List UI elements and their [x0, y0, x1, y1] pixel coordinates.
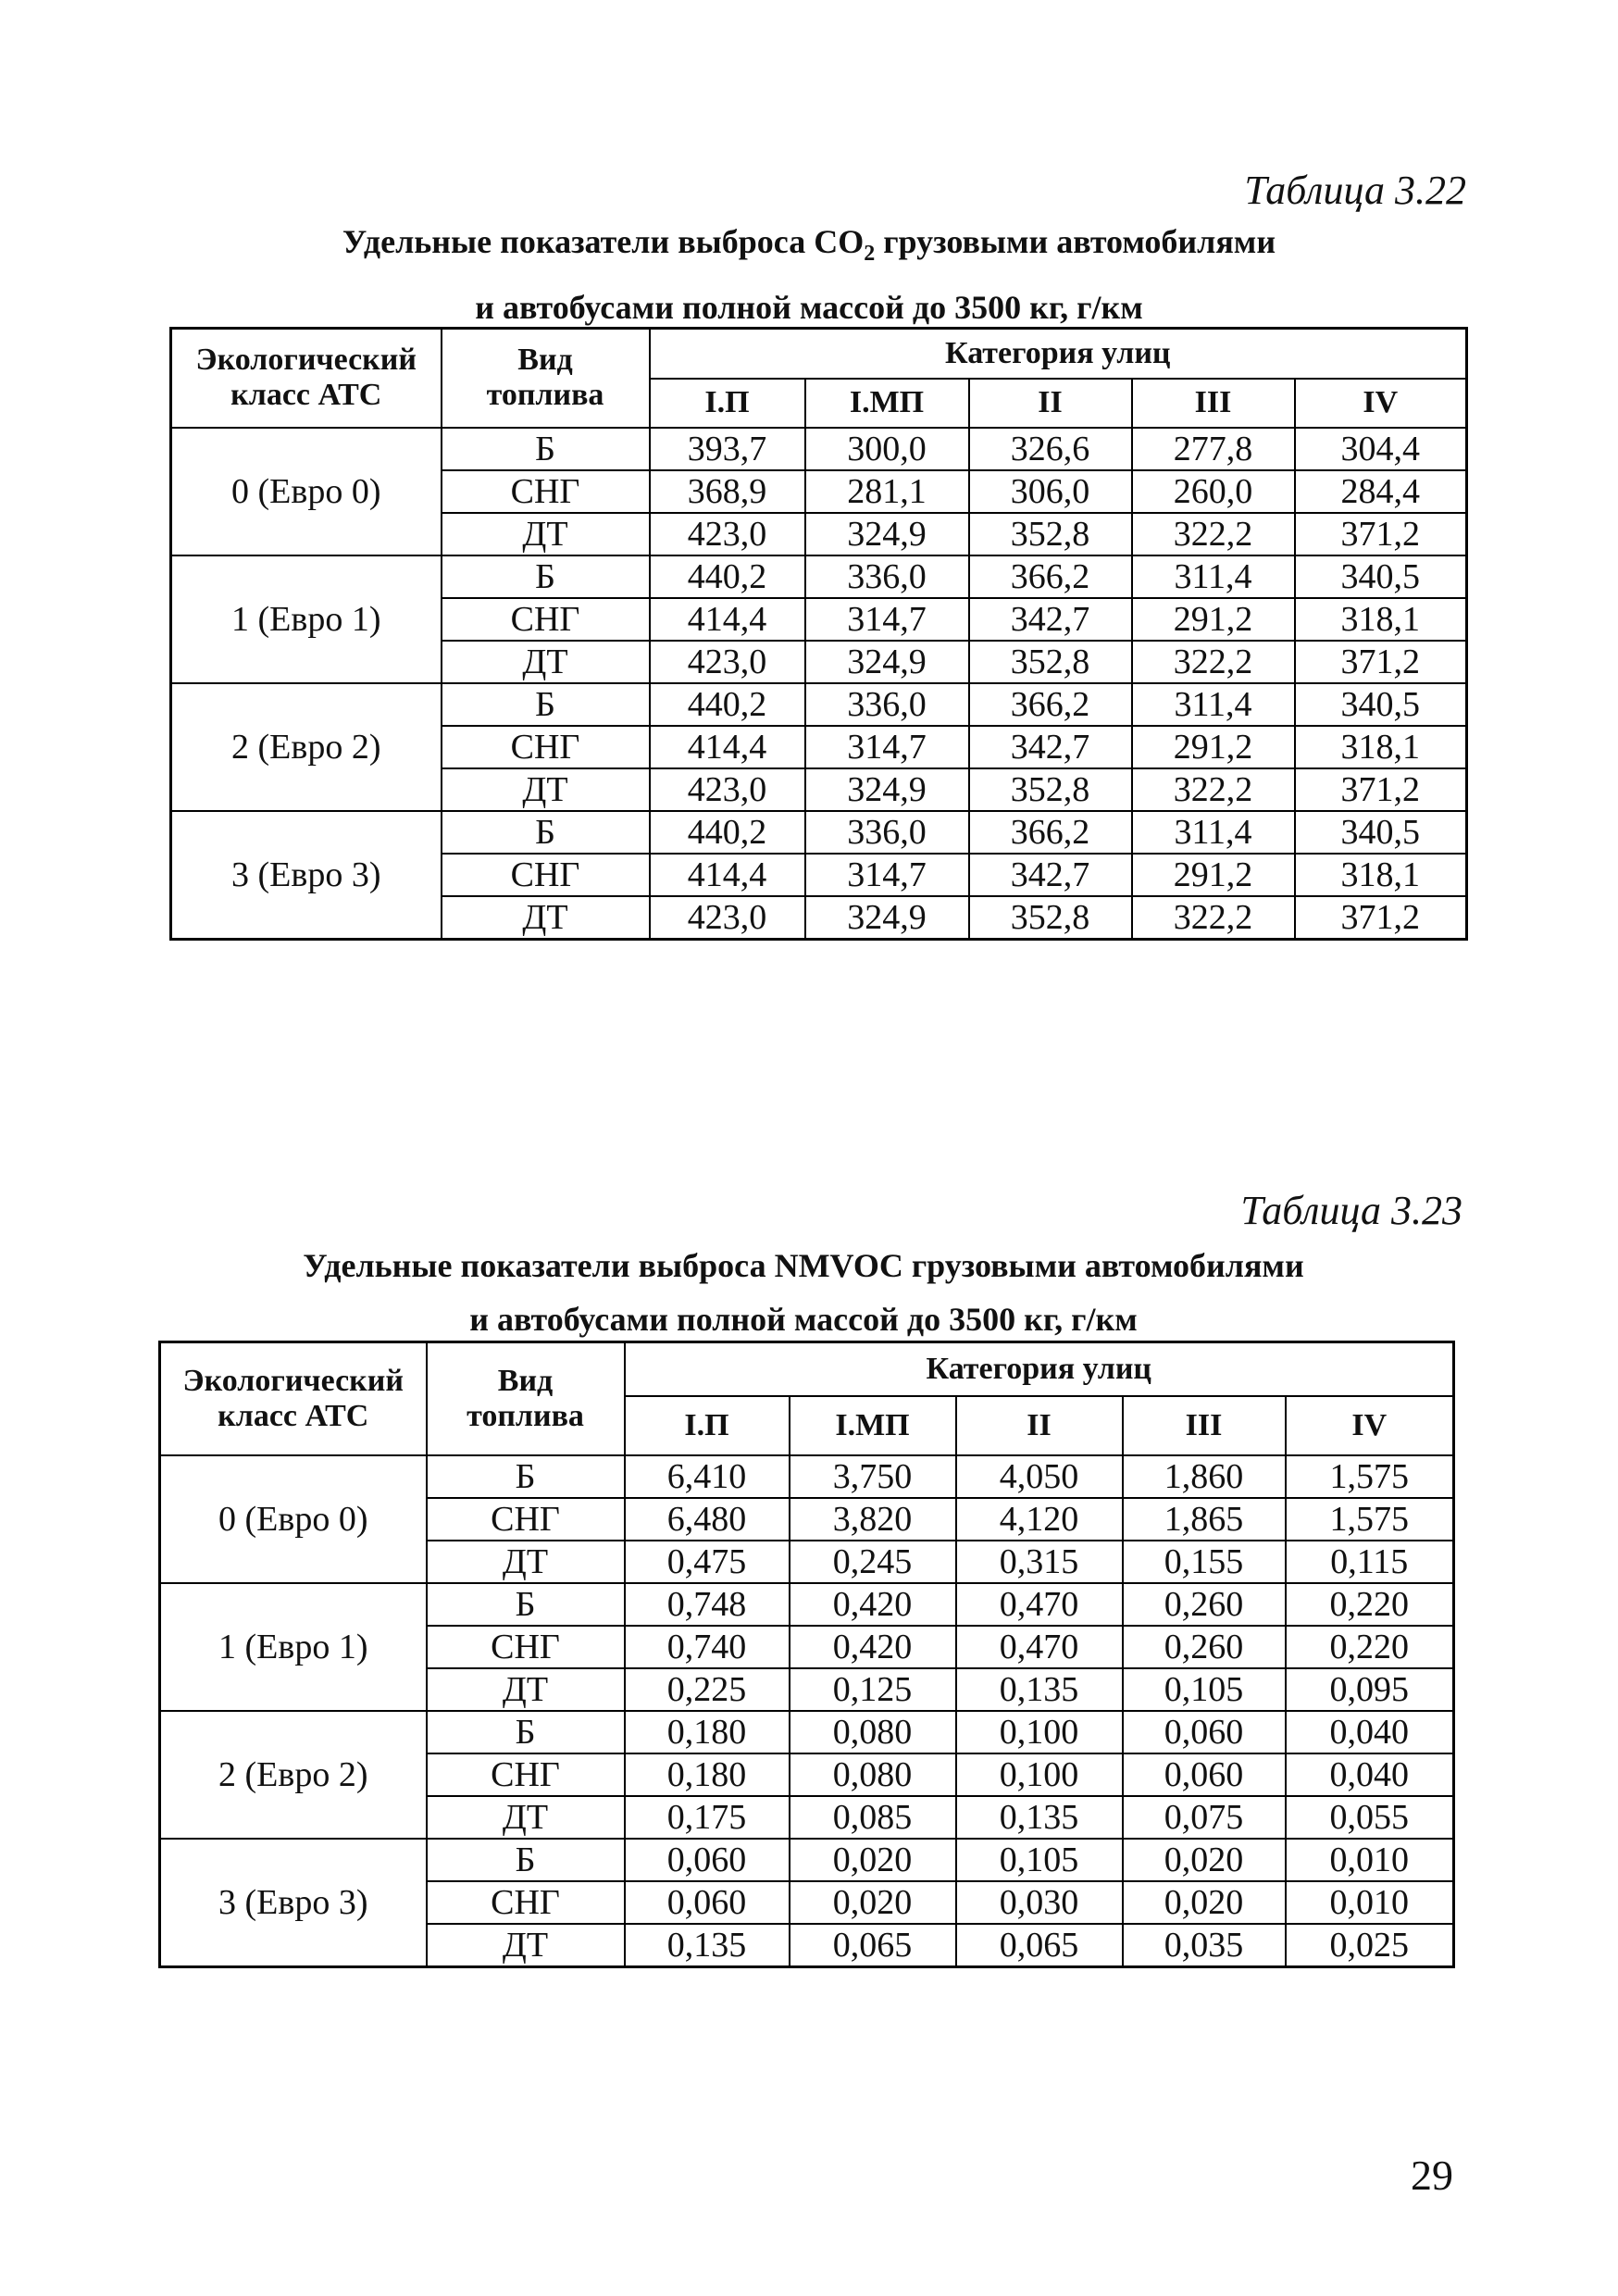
value-cell: 260,0	[1132, 470, 1295, 513]
fuel-cell: СНГ	[427, 1753, 625, 1796]
value-cell: 0,080	[790, 1711, 956, 1753]
value-cell: 0,175	[625, 1796, 790, 1839]
value-cell: 0,420	[790, 1626, 956, 1668]
value-cell: 0,135	[956, 1668, 1123, 1711]
value-cell: 0,040	[1286, 1711, 1454, 1753]
value-cell: 0,075	[1123, 1796, 1286, 1839]
value-cell: 324,9	[805, 641, 969, 683]
value-cell: 281,1	[805, 470, 969, 513]
value-cell: 371,2	[1295, 513, 1467, 555]
value-cell: 6,480	[625, 1498, 790, 1541]
value-cell: 371,2	[1295, 641, 1467, 683]
value-cell: 326,6	[969, 428, 1132, 470]
value-cell: 0,225	[625, 1668, 790, 1711]
eco-class-cell: 0 (Евро 0)	[171, 428, 442, 555]
eco-class-cell: 1 (Евро 1)	[160, 1583, 427, 1711]
value-cell: 4,120	[956, 1498, 1123, 1541]
value-cell: 0,080	[790, 1753, 956, 1796]
fuel-cell: СНГ	[427, 1626, 625, 1668]
fuel-cell: ДТ	[442, 641, 650, 683]
value-cell: 342,7	[969, 598, 1132, 641]
value-cell: 352,8	[969, 768, 1132, 811]
value-cell: 0,020	[790, 1881, 956, 1924]
fuel-cell: ДТ	[427, 1541, 625, 1583]
eco-class-cell: 2 (Евро 2)	[171, 683, 442, 811]
table-title-line-1: Удельные показатели выброса NMVOC грузовыми автомобилями	[303, 1247, 1304, 1284]
value-cell: 311,4	[1132, 811, 1295, 854]
fuel-cell: Б	[427, 1839, 625, 1881]
value-cell: 0,260	[1123, 1583, 1286, 1626]
value-cell: 0,748	[625, 1583, 790, 1626]
value-cell: 1,575	[1286, 1455, 1454, 1498]
value-cell: 0,060	[625, 1839, 790, 1881]
value-cell: 0,180	[625, 1711, 790, 1753]
fuel-cell: Б	[427, 1455, 625, 1498]
value-cell: 277,8	[1132, 428, 1295, 470]
value-cell: 440,2	[650, 683, 805, 726]
data-table	[169, 327, 1468, 941]
value-cell: 322,2	[1132, 768, 1295, 811]
value-cell: 311,4	[1132, 683, 1295, 726]
table-row	[160, 1711, 1454, 1753]
value-cell: 0,025	[1286, 1924, 1454, 1967]
value-cell: 291,2	[1132, 726, 1295, 768]
value-cell: 0,020	[1123, 1839, 1286, 1881]
value-cell: 300,0	[805, 428, 969, 470]
eco-class-cell: 3 (Евро 3)	[160, 1839, 427, 1967]
value-cell: 318,1	[1295, 598, 1467, 641]
value-cell: 3,820	[790, 1498, 956, 1541]
column-header-category: Категория улиц	[650, 329, 1467, 379]
fuel-cell: СНГ	[442, 854, 650, 896]
value-cell: 0,220	[1286, 1583, 1454, 1626]
value-cell: 284,4	[1295, 470, 1467, 513]
fuel-cell: СНГ	[442, 470, 650, 513]
fuel-cell: ДТ	[427, 1668, 625, 1711]
fuel-cell: ДТ	[442, 896, 650, 940]
value-cell: 314,7	[805, 598, 969, 641]
table-row	[171, 683, 1467, 726]
value-cell: 314,7	[805, 726, 969, 768]
data-table	[158, 1341, 1455, 1968]
fuel-cell: ДТ	[427, 1924, 625, 1967]
column-header-eco-class: Экологический класс АТС	[160, 1342, 427, 1455]
value-cell: 0,315	[956, 1541, 1123, 1583]
eco-class-cell: 3 (Евро 3)	[171, 811, 442, 940]
table-title-line-2: и автобусами полной массой до 3500 кг, г/км	[475, 289, 1143, 327]
value-cell: 440,2	[650, 555, 805, 598]
table-row	[171, 811, 1467, 854]
value-cell: 0,010	[1286, 1881, 1454, 1924]
column-header-category: Категория улиц	[625, 1342, 1454, 1396]
subscript: 2	[864, 242, 876, 267]
value-cell: 0,420	[790, 1583, 956, 1626]
value-cell: 0,475	[625, 1541, 790, 1583]
value-cell: 336,0	[805, 811, 969, 854]
value-cell: 318,1	[1295, 726, 1467, 768]
column-header-category-1: I.П	[650, 379, 805, 428]
value-cell: 0,040	[1286, 1753, 1454, 1796]
value-cell: 318,1	[1295, 854, 1467, 896]
value-cell: 0,155	[1123, 1541, 1286, 1583]
value-cell: 0,100	[956, 1711, 1123, 1753]
value-cell: 291,2	[1132, 854, 1295, 896]
value-cell: 0,105	[956, 1839, 1123, 1881]
value-cell: 6,410	[625, 1455, 790, 1498]
value-cell: 0,470	[956, 1626, 1123, 1668]
value-cell: 0,020	[1123, 1881, 1286, 1924]
fuel-cell: Б	[442, 428, 650, 470]
value-cell: 414,4	[650, 598, 805, 641]
fuel-cell: Б	[442, 683, 650, 726]
fuel-cell: Б	[427, 1583, 625, 1626]
column-header-fuel: Вид топлива	[427, 1342, 625, 1455]
value-cell: 311,4	[1132, 555, 1295, 598]
fuel-cell: Б	[442, 555, 650, 598]
value-cell: 0,060	[1123, 1711, 1286, 1753]
value-cell: 336,0	[805, 683, 969, 726]
fuel-cell: Б	[442, 811, 650, 854]
value-cell: 368,9	[650, 470, 805, 513]
fuel-cell: СНГ	[442, 726, 650, 768]
table-row	[171, 555, 1467, 598]
value-cell: 0,470	[956, 1583, 1123, 1626]
fuel-cell: СНГ	[427, 1881, 625, 1924]
value-cell: 0,065	[790, 1924, 956, 1967]
value-cell: 1,575	[1286, 1498, 1454, 1541]
value-cell: 371,2	[1295, 896, 1467, 940]
column-header-category-4: III	[1123, 1396, 1286, 1455]
column-header-fuel: Вид топлива	[442, 329, 650, 428]
fuel-cell: СНГ	[427, 1498, 625, 1541]
fuel-cell: Б	[427, 1711, 625, 1753]
value-cell: 0,100	[956, 1753, 1123, 1796]
value-cell: 414,4	[650, 726, 805, 768]
value-cell: 0,260	[1123, 1626, 1286, 1668]
value-cell: 4,050	[956, 1455, 1123, 1498]
table-row	[160, 1583, 1454, 1626]
table-row	[160, 1455, 1454, 1498]
value-cell: 306,0	[969, 470, 1132, 513]
fuel-cell: ДТ	[427, 1796, 625, 1839]
value-cell: 336,0	[805, 555, 969, 598]
value-cell: 340,5	[1295, 811, 1467, 854]
value-cell: 1,860	[1123, 1455, 1286, 1498]
fuel-cell: СНГ	[442, 598, 650, 641]
value-cell: 0,060	[625, 1881, 790, 1924]
column-header-category-2: I.МП	[790, 1396, 956, 1455]
value-cell: 366,2	[969, 683, 1132, 726]
value-cell: 1,865	[1123, 1498, 1286, 1541]
value-cell: 322,2	[1132, 513, 1295, 555]
value-cell: 0,060	[1123, 1753, 1286, 1796]
value-cell: 0,085	[790, 1796, 956, 1839]
value-cell: 0,245	[790, 1541, 956, 1583]
value-cell: 3,750	[790, 1455, 956, 1498]
value-cell: 0,020	[790, 1839, 956, 1881]
column-header-category-5: IV	[1295, 379, 1467, 428]
column-header-eco-class: Экологический класс АТС	[171, 329, 442, 428]
value-cell: 0,135	[956, 1796, 1123, 1839]
value-cell: 352,8	[969, 513, 1132, 555]
value-cell: 304,4	[1295, 428, 1467, 470]
value-cell: 0,035	[1123, 1924, 1286, 1967]
value-cell: 0,220	[1286, 1626, 1454, 1668]
value-cell: 0,125	[790, 1668, 956, 1711]
value-cell: 324,9	[805, 768, 969, 811]
table-row	[160, 1839, 1454, 1881]
page-number: 29	[1411, 2152, 1453, 2199]
table-title	[0, 1239, 1612, 1346]
value-cell: 342,7	[969, 726, 1132, 768]
value-cell: 0,010	[1286, 1839, 1454, 1881]
value-cell: 352,8	[969, 896, 1132, 940]
fuel-cell: ДТ	[442, 513, 650, 555]
value-cell: 440,2	[650, 811, 805, 854]
column-header-category-4: III	[1132, 379, 1295, 428]
value-cell: 0,740	[625, 1626, 790, 1668]
eco-class-cell: 2 (Евро 2)	[160, 1711, 427, 1839]
value-cell: 0,055	[1286, 1796, 1454, 1839]
value-cell: 0,095	[1286, 1668, 1454, 1711]
value-cell: 314,7	[805, 854, 969, 896]
table-caption: Таблица 3.22	[1244, 168, 1466, 213]
value-cell: 0,030	[956, 1881, 1123, 1924]
value-cell: 423,0	[650, 641, 805, 683]
value-cell: 423,0	[650, 513, 805, 555]
table-title	[0, 215, 1618, 334]
column-header-category-2: I.МП	[805, 379, 969, 428]
value-cell: 414,4	[650, 854, 805, 896]
column-header-category-3: II	[969, 379, 1132, 428]
value-cell: 340,5	[1295, 555, 1467, 598]
fuel-cell: ДТ	[442, 768, 650, 811]
eco-class-cell: 0 (Евро 0)	[160, 1455, 427, 1583]
value-cell: 291,2	[1132, 598, 1295, 641]
eco-class-cell: 1 (Евро 1)	[171, 555, 442, 683]
table-title-line-1: Удельные показатели выброса $CO_2$ грузовыми автомобилями	[342, 223, 1276, 267]
value-cell: 0,180	[625, 1753, 790, 1796]
value-cell: 366,2	[969, 811, 1132, 854]
table-row	[171, 428, 1467, 470]
value-cell: 324,9	[805, 513, 969, 555]
value-cell: 340,5	[1295, 683, 1467, 726]
column-header-category-1: I.П	[625, 1396, 790, 1455]
table-caption: Таблица 3.23	[1240, 1188, 1462, 1233]
table-title-line-2: и автобусами полной массой до 3500 кг, г/км	[469, 1301, 1138, 1338]
value-cell: 0,105	[1123, 1668, 1286, 1711]
value-cell: 0,135	[625, 1924, 790, 1967]
value-cell: 423,0	[650, 896, 805, 940]
value-cell: 324,9	[805, 896, 969, 940]
value-cell: 393,7	[650, 428, 805, 470]
value-cell: 371,2	[1295, 768, 1467, 811]
value-cell: 0,115	[1286, 1541, 1454, 1583]
value-cell: 352,8	[969, 641, 1132, 683]
value-cell: 342,7	[969, 854, 1132, 896]
value-cell: 423,0	[650, 768, 805, 811]
column-header-category-3: II	[956, 1396, 1123, 1455]
column-header-category-5: IV	[1286, 1396, 1454, 1455]
value-cell: 366,2	[969, 555, 1132, 598]
value-cell: 0,065	[956, 1924, 1123, 1967]
value-cell: 322,2	[1132, 896, 1295, 940]
value-cell: 322,2	[1132, 641, 1295, 683]
